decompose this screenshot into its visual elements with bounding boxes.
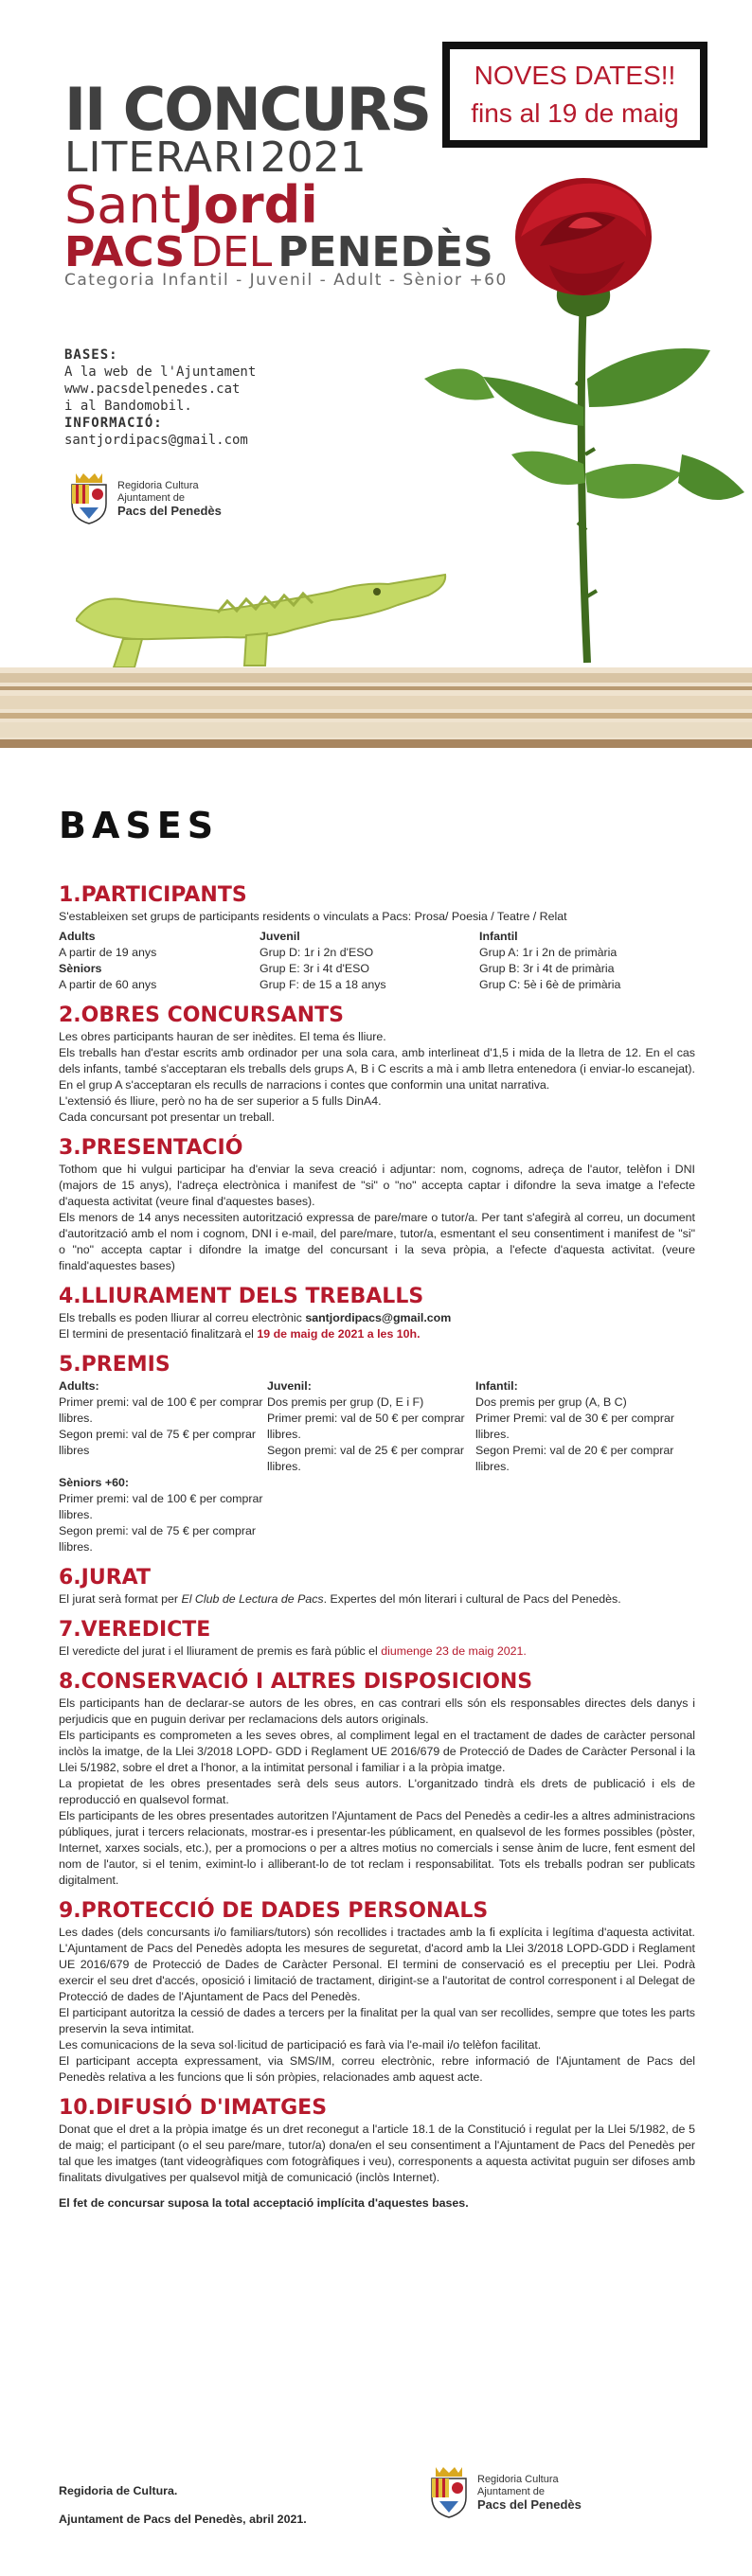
paragraph: Els menors de 14 anys necessiten autorització expressa de pare/mare o tutor/a. Per tant s'afegirà al correu, un document d'autorització amb el nom i cognom, DNI i e-mail, del pare/mare, tutor/a, esmentant el seu consentiment i manifest de "si" o "no" accepta captar i difondre la imatge del concursant i la seva pròpia, a l'efecte d'aquesta activitat. (veure finald'aquestes bases) — [59, 1211, 695, 1272]
prize-line: Segon premi: val de 75 € per comprar llibres — [59, 1428, 256, 1457]
contact-email[interactable]: santjordipacs@gmail.com — [305, 1311, 452, 1324]
paragraph: Cada concursant pot presentar un treball. — [59, 1110, 275, 1124]
new-dates-deadline: fins al 19 de maig — [471, 98, 679, 128]
title-concurs: II CONCURS — [64, 75, 431, 144]
section-jurat — [59, 1565, 695, 1608]
participants-intro: S'estableixen set grups de participants residents o vinculats a Pacs: Prosa/ Poesia / Teatre / Relat — [59, 910, 567, 923]
section-heading: 5.PREMIS — [59, 1353, 170, 1377]
title-literari: LITERARI — [64, 133, 257, 182]
club-name: El Club de Lectura de Pacs — [181, 1592, 324, 1606]
categories-line: Categoria Infantil - Juvenil - Adult - Sènior +60 — [64, 271, 508, 290]
bases-line-3: i al Bandomobil. — [64, 399, 192, 414]
prize-line: Dos premis per grup (D, E i F) — [267, 1395, 424, 1409]
footer-line-1: Regidoria de Cultura. — [59, 2484, 178, 2497]
bases-title: BASES — [59, 805, 220, 846]
section-heading: 4.LLIURAMENT DELS TREBALLS — [59, 1285, 424, 1308]
paragraph — [59, 1310, 695, 1326]
title-penedes: PENEDÈS — [278, 228, 493, 276]
text-run: Els treballs es poden lliurar al correu electrònic — [59, 1311, 306, 1324]
group-title: Sèniors — [59, 962, 102, 975]
prize-line: Primer premi: val de 100 € per comprar llibres. — [59, 1492, 263, 1521]
info-label: INFORMACIÓ: — [64, 416, 163, 431]
text-run: El veredicte del jurat i el lliurament de premis es farà públic el — [59, 1644, 382, 1658]
coat-of-arms-icon — [68, 471, 110, 524]
group-line: Grup A: 1r i 2n de primària — [479, 946, 618, 959]
prize-title: Juvenil: — [267, 1379, 312, 1393]
paragraph — [59, 1643, 695, 1660]
info-email[interactable]: santjordipacs@gmail.com — [64, 433, 248, 448]
paragraph: Els participants de les obres presentades autoritzen l'Ajuntament de Pacs del Penedès a cedir-les a altres administracions públiques, jurat i tercers relacionats, mostrar-es i presentar-les públicament, en qualsevol de les formes possibles (pòster, Internet, xarxes socials, etc.), per a promocions o per a altres motius no comercials i sense ànim de lucre, fent esment del nom de l'autor, si el tenim, eximint-lo i alliberant-lo de tot reclam i responsabilitat. Tots els treballs podran ser publicats digitalment. — [59, 1809, 695, 1887]
group-col-adults — [59, 929, 260, 993]
coat-of-arms-icon — [428, 2465, 470, 2518]
logo-line-1: Regidoria Cultura — [477, 2473, 559, 2485]
prize-col-juvenil — [267, 1378, 475, 1555]
section-heading: 6.JURAT — [59, 1566, 151, 1590]
paragraph: Els participants han de declarar-se autors de les obres, en cas contrari ells són els responsables directes dels danys i perjudicis que en puguin derivar per reclamacions dels autors originals. — [59, 1697, 695, 1726]
section-heading: 3.PRESENTACIÓ — [59, 1136, 243, 1160]
logo-text-top — [117, 480, 222, 517]
text-run: El jurat serà format per — [59, 1592, 182, 1606]
section-heading: 10.DIFUSIÓ D'IMATGES — [59, 2096, 328, 2120]
title-pacs: PACS — [64, 228, 186, 276]
verdict-date: diumenge 23 de maig 2021. — [381, 1644, 527, 1658]
group-line: Grup F: de 15 a 18 anys — [260, 978, 386, 991]
section-conservacio — [59, 1669, 695, 1889]
bases-document — [59, 805, 695, 2221]
logo-line-2: Ajuntament de — [477, 2485, 545, 2497]
section-heading: 9.PROTECCIÓ DE DADES PERSONALS — [59, 1899, 489, 1923]
ajuntament-logo-bottom — [428, 2465, 582, 2518]
participants-groups — [59, 929, 695, 993]
group-col-juvenil — [260, 929, 479, 993]
section-heading: 7.VEREDICTE — [59, 1618, 211, 1642]
prize-line: Dos premis per grup (A, B C) — [475, 1395, 627, 1409]
bases-line-1: A la web de l'Ajuntament — [64, 364, 257, 380]
new-dates-title: NOVES DATES!! — [474, 61, 676, 90]
paragraph — [59, 1591, 695, 1608]
ajuntament-logo-top — [68, 471, 222, 524]
section-proteccio — [59, 1898, 695, 2086]
group-line: Grup C: 5è i 6è de primària — [479, 978, 621, 991]
logo-line-3: Pacs del Penedès — [117, 503, 222, 518]
prize-title: Adults: — [59, 1379, 99, 1393]
section-lliurament — [59, 1284, 695, 1342]
paragraph: Les dades (dels concursants i/o familiars/tutors) són recollides i tractades amb la fi explícita i legítima d'aquesta activitat. L'Ajuntament de Pacs del Penedès adopta les mesures de seguretat, d'acord amb la Llei 3/2018 LOPD-GDD i Reglament UE 2016/679 de Protecció de Dades de Caràcter Personal. El termini de conservació es el preceptiu per Llei. Podrà exercir el seu dret d'accés, oposició i limitació de tractament, dirigint-se a l'autoritat de control corresponent i al Delegat de Protecció de dades de l'Ajuntament de Pacs del Penedès. — [59, 1926, 695, 2003]
group-title: Adults — [59, 930, 96, 943]
section-obres — [59, 1003, 695, 1126]
prizes-grid — [59, 1378, 695, 1555]
prize-title: Sèniors +60: — [59, 1476, 130, 1489]
new-dates-box — [442, 42, 707, 148]
logo-line-1: Regidoria Cultura — [117, 479, 199, 491]
prize-line: Segon premi: val de 25 € per comprar llibres. — [267, 1444, 464, 1473]
paragraph: El participant autoritza la cessió de dades a tercers per la finalitat per la qual van ser recollides, sempre que totes les parts preservin la seva intimitat. — [59, 2006, 695, 2035]
section-difusio — [59, 2095, 695, 2212]
paragraph: Donat que el dret a la pròpia imatge és un dret reconegut a l'article 18.1 de la Constitució i regulat per la Llei 5/1982, de 5 de maig; el participant (o el seu pare/mare, tutor/a) dona/en el seu consentiment a l'Ajuntament de Pacs del Penedès per tal que les imatges (tant videogràfiques com fotogràfiques i veu), corresponents a aquesta activitat puguin ser difoses amb finalitats divulgatives per qualsevol mitjà de comunicació (inclòs Internet). — [59, 2123, 695, 2184]
logo-text-bottom — [477, 2474, 582, 2511]
paragraph: El participant accepta expressament, via SMS/IM, correu electrònic, rebre informació de l'Ajuntament de Pacs del Penedès relativa a les funcions que li són pròpies, relacionades amb aquest acte. — [59, 2054, 695, 2084]
title-year: 2021 — [260, 133, 367, 182]
paragraph: La propietat de les obres presentades serà dels seus autors. L'organitzado tindrà els drets de publicació i els de reproducció en qualsevol format. — [59, 1777, 695, 1806]
prize-title: Infantil: — [475, 1379, 518, 1393]
prize-col-infantil — [475, 1378, 695, 1555]
paragraph: Els treballs han d'estar escrits amb ordinador per una sola cara, amb interlineat d'1,5 i mida de la lletra de 12. En el cas dels infants, també s'acceptaran els treballs dels grups A, B i C escrits a mà i amb lletra entenedora (i enviar-lo escanejat). En el grup A s'acceptaran els reculls de narracions i contes que conformin una unitat narrativa. — [59, 1046, 695, 1092]
prize-line: Segon premi: val de 75 € per comprar llibres. — [59, 1524, 256, 1554]
logo-line-3: Pacs del Penedès — [477, 2496, 582, 2512]
section-veredicte — [59, 1617, 695, 1660]
footer — [59, 2465, 695, 2541]
title-del: DEL — [190, 228, 273, 276]
paragraph: L'extensió és lliure, però no ha de ser superior a 5 fulls DinA4. — [59, 1094, 382, 1108]
group-col-infantil — [479, 929, 695, 993]
group-title: Infantil — [479, 930, 518, 943]
group-line: Grup E: 3r i 4t d'ESO — [260, 962, 369, 975]
group-line: A partir de 60 anys — [59, 978, 157, 991]
spacer — [59, 1459, 267, 1475]
prize-col-adults — [59, 1378, 267, 1555]
logo-line-2: Ajuntament de — [117, 491, 185, 504]
paragraph: Les obres participants hauran de ser inèdites. El tema és lliure. — [59, 1030, 386, 1043]
paragraph: Les comunicacions de la seva sol·licitud de participació es farà via l'e-mail i/o telèfon facilitat. — [59, 2038, 542, 2052]
paragraph: Tothom que hi vulgui participar ha d'enviar la seva creació i adjuntar: nom, cognoms, adreça de l'autor, telèfon i DNI (majors de 15 anys), l'adreça electrònica i manifest de "si" o "no" accepta captar i difondre la seva imatge a l'efecte d'aquesta activitat (veure final d'aquestes bases). — [59, 1163, 695, 1208]
bases-info — [64, 346, 256, 449]
deadline-date: 19 de maig de 2021 a les 10h. — [257, 1327, 421, 1341]
paragraph — [59, 1326, 695, 1342]
section-participants — [59, 882, 695, 993]
closing-statement: El fet de concursar suposa la total acceptació implícita d'aquestes bases. — [59, 2196, 469, 2210]
section-heading: 1.PARTICIPANTS — [59, 883, 247, 907]
footer-text — [59, 2477, 307, 2533]
group-title: Juvenil — [260, 930, 300, 943]
prize-line: Primer premi: val de 50 € per comprar llibres. — [267, 1412, 465, 1441]
books-illustration — [0, 667, 752, 748]
red-rose-icon — [407, 170, 752, 672]
crocodile-toy-icon — [76, 563, 455, 677]
bases-label: BASES: — [64, 347, 118, 363]
group-line: Grup B: 3r i 4t de primària — [479, 962, 615, 975]
section-heading: 2.OBRES CONCURSANTS — [59, 1004, 344, 1027]
bases-website[interactable]: www.pacsdelpenedes.cat — [64, 382, 241, 397]
poster — [0, 0, 752, 748]
title-sant: Sant — [64, 175, 181, 235]
section-presentacio — [59, 1135, 695, 1274]
group-line: A partir de 19 anys — [59, 946, 157, 959]
prize-line: Segon Premi: val de 20 € per comprar llibres. — [475, 1444, 674, 1473]
text-run: . Expertes del món literari i cultural de Pacs del Penedès. — [323, 1592, 621, 1606]
prize-line: Primer premi: val de 100 € per comprar llibres. — [59, 1395, 263, 1425]
paragraph: Els participants es comprometen a les seves obres, al compliment legal en el tractament de dades de caràcter personal inclòs la imatge, de la Llei 3/2018 LOPD- GDD i Reglament UE 2016/679 de Protecció de Dades de Caràcter Personal i la Llei 5/1982, sobre el dret a l'honor, a la intimitat personal i familiar i a la pròpia imatge. — [59, 1729, 695, 1774]
footer-line-2: Ajuntament de Pacs del Penedès, abril 2021. — [59, 2513, 307, 2526]
prize-line: Primer Premi: val de 30 € per comprar llibres. — [475, 1412, 675, 1441]
text-run: El termini de presentació finalitzarà el — [59, 1327, 258, 1341]
title-jordi: Jordi — [184, 175, 318, 235]
group-line: Grup D: 1r i 2n d'ESO — [260, 946, 374, 959]
section-premis — [59, 1352, 695, 1555]
section-heading: 8.CONSERVACIÓ I ALTRES DISPOSICIONS — [59, 1670, 533, 1694]
